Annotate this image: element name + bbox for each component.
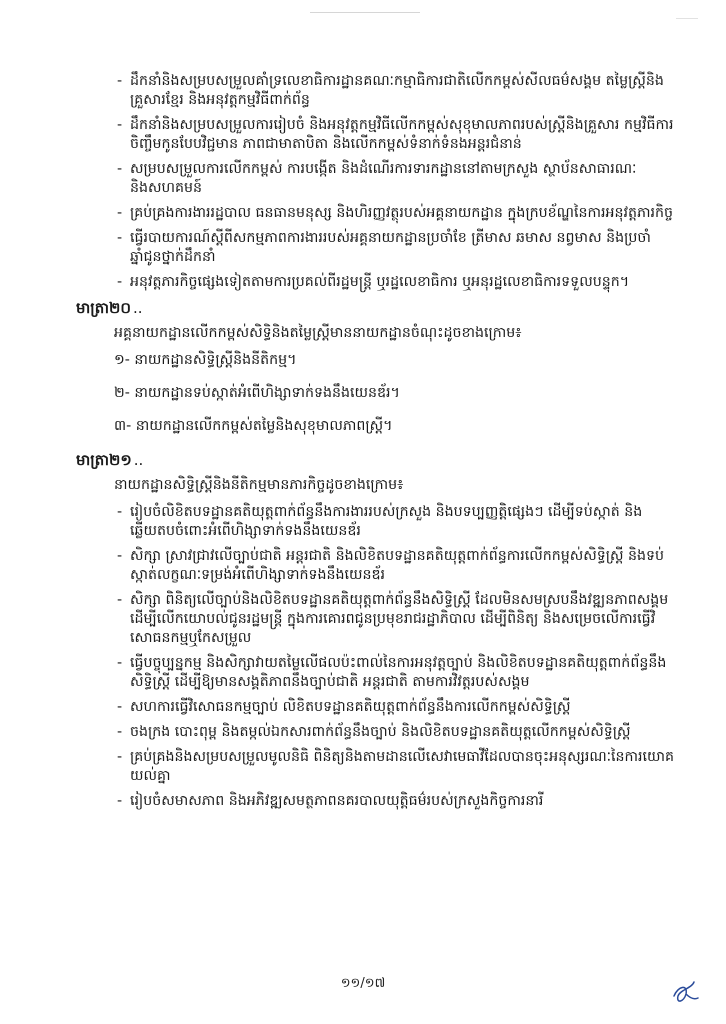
- list-item: [70, 792, 680, 811]
- list-item: [70, 723, 680, 742]
- list-item-text: សហការធ្វើវិសោធនកម្មច្បាប់ លិខិតបទដ្ឋានគតិយុត្តពាក់ព័ន្ធនឹងការលើកកម្ពស់សិទ្ធិស្ត្រី: [130, 699, 571, 715]
- corner-mark: [676, 8, 698, 19]
- list-item-text: គ្រប់គ្រងនិងសម្របសម្រួលមូលនិធិ ពិនិត្យនិងតាមដានលើសេវាមេធាវីដែលបានចុះអនុស្សរណៈនៃការយោគយល់គ្នា: [130, 749, 675, 784]
- list-item: [70, 116, 680, 154]
- dash-bullet-icon: -: [117, 504, 123, 520]
- dash-bullet-icon: -: [117, 724, 123, 740]
- dash-bullet-icon: -: [117, 274, 123, 290]
- article-21-bullet-list: [70, 503, 680, 811]
- dash-bullet-icon: -: [117, 73, 123, 89]
- signature-initial-icon: [664, 978, 704, 1008]
- list-item: [70, 591, 680, 648]
- list-item-text: សិក្សា ស្រាវជ្រាវលើច្បាប់ជាតិ អន្តរជាតិ និងលិខិតបទដ្ឋានគតិយុត្តពាក់ព័ន្ធការលើកកម្ពស់សិទ្ធិស្ត្រី និងទប់ស្កាត់លក្ខណៈទម្រង់អំពើហិង្សាទាក់ទងនឹងយេនឌ័រ: [130, 548, 665, 583]
- document-body: [70, 72, 680, 817]
- list-item: [70, 503, 680, 541]
- dash-bullet-icon: -: [117, 230, 123, 246]
- list-item: [70, 654, 680, 692]
- header-stamp-mark: [310, 4, 420, 13]
- list-item-text: ដឹកនាំនិងសម្របសម្រួលការរៀបចំ និងអនុវត្តកម្មវិធីលើកកម្ពស់សុខុមាលភាពរបស់ស្ត្រីនិងគ្រួសារ កម្មវិធីការចិញ្ចឹមកូនបែបវិជ្ជមាន ភាពជាមាតាបិតា និងលើកកម្ពស់ទំនាក់ទំនងអន្តរជំនាន់: [130, 117, 674, 152]
- list-item: [70, 748, 680, 786]
- list-item-text: ចងក្រង បោះពុម្ព និងតម្កល់ឯកសារពាក់ព័ន្ធនឹងច្បាប់ និងលិខិតបទដ្ឋានគតិយុត្តលើកកម្ពស់សិទ្ធិស្ត្រី: [130, 724, 631, 740]
- dash-bullet-icon: -: [117, 117, 123, 133]
- dash-bullet-icon: -: [117, 749, 123, 765]
- list-item-text: រៀបចំសមាសភាព និងអភិវឌ្ឍសមត្ថភាពនគរបាលយុត្តិធម៌របស់ក្រសួងកិច្ចការនារី: [130, 793, 544, 809]
- article-21-dots: ..: [133, 451, 144, 469]
- numbered-item: ៣- នាយកដ្ឋានលើកកម្ពស់តម្លៃនិងសុខុមាលភាពស្ត្រី។: [114, 418, 393, 434]
- list-item-text: អនុវត្តភារកិច្ចផ្សេងទៀតតាមការប្រគល់ពីរដ្ឋមន្ត្រី ឬរដ្ឋលេខាធិការ ឬអនុរដ្ឋលេខាធិការទទួលបន្ទុក។: [130, 274, 630, 290]
- list-item: [70, 698, 680, 717]
- list-item: [70, 72, 680, 110]
- list-item-text: សម្របសម្រួលការលើកកម្ពស់ ការបង្កើត និងដំណើរការទារកដ្ឋាននៅតាមក្រសួង ស្ថាប័នសាធារណៈ និងសហគមន៍: [130, 161, 637, 196]
- dash-bullet-icon: -: [117, 699, 123, 715]
- dash-bullet-icon: -: [117, 161, 123, 177]
- list-item-text: គ្រប់គ្រងការងាររដ្ឋបាល ធនធានមនុស្ស និងហិរញ្ញវត្ថុរបស់អគ្គនាយកដ្ឋាន ក្នុងក្របខ័ណ្ឌនៃការអនុវត្តភារកិច្ច: [130, 205, 674, 221]
- dash-bullet-icon: -: [117, 793, 123, 809]
- list-item-text: ដឹកនាំនិងសម្របសម្រួលគាំទ្រលេខាធិការដ្ឋានគណៈកម្មាធិការជាតិលើកកម្ពស់សីលធម៌សង្គម តម្លៃស្ត្រីនិងគ្រួសារខ្មែរ និងអនុវត្តកម្មវិធីពាក់ព័ន្ធ: [130, 73, 664, 108]
- article-20-heading: [70, 298, 680, 318]
- list-item: [70, 160, 680, 198]
- dash-bullet-icon: -: [117, 205, 123, 221]
- article-20-dots: ..: [133, 299, 143, 317]
- article-20-title: មាត្រា២០: [76, 299, 132, 317]
- dash-bullet-icon: -: [117, 592, 123, 608]
- article-21-heading: [70, 450, 680, 470]
- list-item-text: ធ្វើរបាយការណ៍ស្តីពីសកម្មភាពការងាររបស់អគ្គនាយកដ្ឋានប្រចាំខែ ត្រីមាស ឆមាស នព្វមាស និងប្រចាំឆ្នាំជូនថ្នាក់ដឹកនាំ: [130, 230, 651, 265]
- numbered-item: ១- នាយកដ្ឋានសិទ្ធិស្ត្រីនិងនីតិកម្ម។: [114, 352, 297, 368]
- article-21-intro: នាយកដ្ឋានសិទ្ធិស្ត្រីនិងនីតិកម្មមានភារកិច្ចដូចខាងក្រោម៖: [114, 477, 404, 493]
- page-number: ១១/១៧: [340, 976, 386, 991]
- article-21-title: មាត្រា២១: [76, 451, 132, 469]
- dash-bullet-icon: -: [117, 548, 123, 564]
- list-item: [70, 229, 680, 267]
- article-20-intro: អគ្គនាយកដ្ឋានលើកកម្ពស់សិទ្ធិនិងតម្លៃស្ត្រីមាននាយកដ្ឋានចំណុះដូចខាងក្រោម៖: [114, 325, 522, 341]
- numbered-item: ២- នាយកដ្ឋានទប់ស្កាត់អំពើហិង្សាទាក់ទងនឹងយេនឌ័រ។: [114, 385, 400, 401]
- article-20-list: [70, 351, 680, 436]
- list-item: [70, 547, 680, 585]
- list-item-text: ធ្វើបច្ចុប្បន្នកម្ម និងសិក្សាវាយតម្លៃលើផលប៉ះពាល់នៃការអនុវត្តច្បាប់ និងលិខិតបទដ្ឋានគតិយុត្តពាក់ព័ន្ធនឹងសិទ្ធិស្ត្រី ដើម្បីឱ្យមានសង្គតិភាពនឹងច្បាប់ជាតិ អន្តរជាតិ តាមការវិវត្តរបស់សង្គម: [130, 655, 667, 690]
- list-item: [70, 204, 680, 223]
- dash-bullet-icon: -: [117, 655, 123, 671]
- list-item-text: សិក្សា ពិនិត្យលើច្បាប់និងលិខិតបទដ្ឋានគតិយុត្តពាក់ព័ន្ធនឹងសិទ្ធិស្ត្រី ដែលមិនសមស្របនឹងវឌ្ឍនភាពសង្គម ដើម្បីលើកយោបល់ជូនរដ្ឋមន្ត្រី ក្នុងការគោរពជូនប្រមុខរាជរដ្ឋាភិបាល ដើម្បីពិនិត្យ និងសម្រេចលើការធ្វើវិសោធនកម្មឬកែសម្រួល: [130, 592, 669, 646]
- list-item: [70, 273, 680, 292]
- top-bullet-list: [70, 72, 680, 292]
- list-item-text: រៀបចំលិខិតបទដ្ឋានគតិយុត្តពាក់ព័ន្ធនឹងការងាររបស់ក្រសួង និងបទប្បញ្ញត្តិផ្សេងៗ ដើម្បីទប់ស្កាត់ និងឆ្លើយតបចំពោះអំពើហិង្សាទាក់ទងនឹងយេនឌ័រ: [130, 504, 643, 539]
